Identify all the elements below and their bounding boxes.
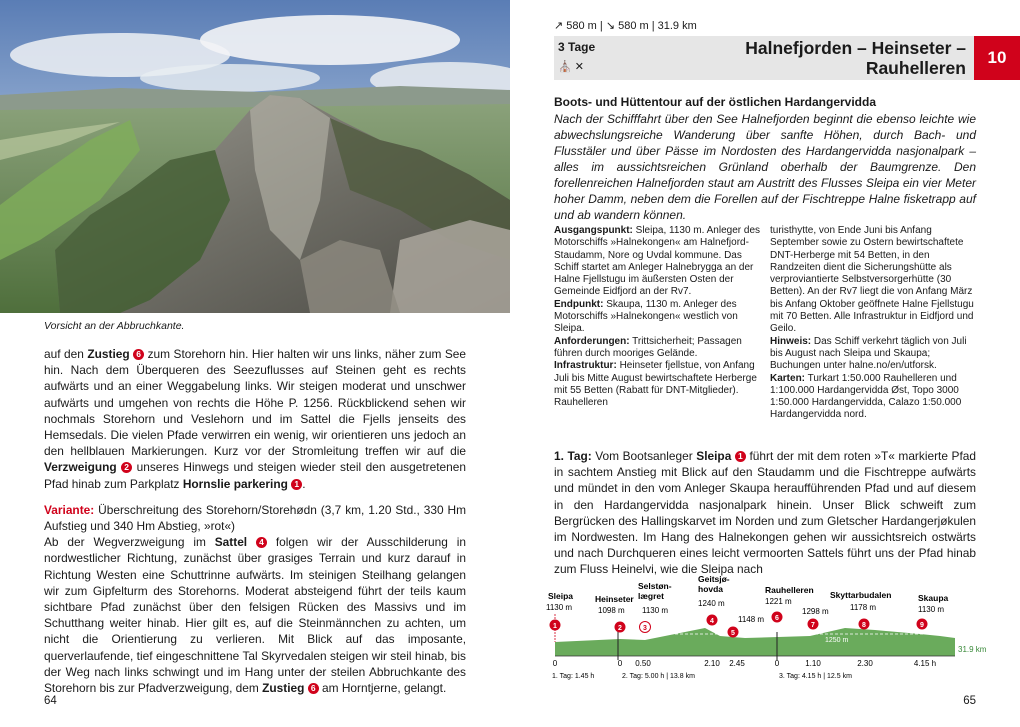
info-text: Skaupa, 1130 m. Anleger des Motorschiffs »Halnekongen« westlich von Sleipa. (554, 298, 738, 335)
km-tick: 2.10 (704, 659, 720, 668)
title-bar (554, 36, 974, 80)
info-item (770, 225, 976, 336)
waypoint-number: 4 (710, 618, 714, 625)
info-label: Hinweis: (770, 335, 812, 347)
tour-intro: Nach der Schifffahrt über den See Halnefjorden beginnt die ebenso leichte wie abwechslungsreiche Wanderung über sanfte Höhen, durch Bach- und Flusstäler und über Pässe im Nordosten des Hardangervidda nasjonalpark – alles im aussichtsreichen Grünland oberhalb der Baumgrenze. Den forellenreichen Halnefjorden staut am Austritt des Flusses Sleipa ein vier Meter hoher Damm, neben dem die Forellen auf der Fischtreppe Halne fisketrapp auf und ab wandern können. (554, 112, 976, 222)
waypoint-marker: 1 (291, 479, 302, 490)
duration-label: 3 Tage (558, 40, 596, 54)
info-text: Heinseter fjellstue, von Anfang Juli bis Mitte August bewirtschaftete Herberge mit 55 Betten (Rabatt für DNT-Mitglieder). Rauhelleren (554, 360, 757, 409)
info-label: Karten: (770, 372, 806, 384)
info-column-right (770, 225, 976, 422)
waypoint-marker: 2 (121, 462, 132, 473)
right-page (510, 0, 1020, 727)
km-tick: 2.30 (857, 659, 873, 668)
waypoint-label: Zustieg (262, 681, 305, 696)
text: zum Storehorn hin. Hier halten wir uns links, näher zum See hin. Nach dem Überqueren des Seezuflusses auf Steinen geht es rechts aufwärts und an einer Weggabelung links. Wir steigen moderat und unschwer aufwärts und umgehen von rechts die Höhe P. 1256. Rückblickend sehen wir nochmals Storehorn und Veslehorn und im Sattel die Fjells jenseits des Hemsedals. Die vielen Pfade verwirren ein wenig, wir orientieren uns jedoch an den hellblauen Markierungen. Kurz vor der Stromleitung treffen wir auf die (44, 347, 467, 459)
waypoint-name: Skaupa (918, 593, 949, 603)
waypoint-3 (638, 581, 674, 633)
waypoint-4 (698, 574, 732, 626)
info-item (554, 336, 760, 361)
info-text: Turkart 1:50.000 Rauhelleren und 1:100.000 Hardangervidda Øst, Topo 3000 1:50.000 Hardangervidda, Calazo 1:50.000 Hardangervidda nord. (770, 372, 962, 421)
waypoint-name: Skyttarbudalen (830, 590, 892, 600)
total-distance: 31.9 km (958, 645, 987, 654)
waypoint-altitude: 1178 m (850, 603, 877, 612)
waypoint-altitude: 1148 m (738, 615, 765, 624)
profile-area (555, 628, 955, 656)
tour-description (554, 448, 976, 578)
km-tick: 0.50 (635, 659, 651, 668)
km-tick: 1.10 (805, 659, 821, 668)
waypoint-marker: 6 (308, 683, 319, 694)
title-line: Rauhelleren (865, 58, 966, 78)
day-labels (552, 673, 852, 680)
waypoint-label: Sattel (214, 535, 248, 550)
left-body-text (44, 346, 466, 696)
waypoint-8 (830, 590, 891, 630)
cliff-landscape-image (0, 0, 510, 313)
waypoint-9 (917, 593, 949, 630)
waypoint-number: 8 (862, 622, 866, 629)
km-tick: 0 (774, 659, 780, 668)
info-text: turisthytte, von Ende Juni bis Anfang September sowie zu Ostern bewirtschaftete DNT-Herberge mit 54 Betten, in den Randzeiten dient die Sicherungshütte als verproviantierte Selbstversorgerhütte (30 Betten). An der Rv7 liegt die von Anfang März bis Anfang Oktober geöffnete Halne Fjellstugu mit 70 Betten. Alle Infrastruktur in Eidfjord und Geilo. (770, 225, 974, 335)
km-ticks (553, 659, 936, 668)
paragraph (44, 346, 466, 492)
waypoint-name (638, 581, 674, 601)
day-label: 1. Tag: 1.45 h (552, 673, 595, 680)
page-number: 65 (963, 695, 976, 707)
waypoint-altitude: 1130 m (918, 605, 945, 614)
text: führt der mit dem roten »T« markierte Pfad in sachtem Anstieg mit Blick auf den Staudamm und die Fischtreppe aufwärts und mündet in den vom Anleger Skaupa heraufführenden Pfad und auf diesem in den Hardangervidda nasjonalpark hinein. Unser Blick schweift zum Bergrücken des Hallingskarvet im Norden und zum Gletscher Hardangerjøkulen im Nordwesten. Im Hang des Halnekongen gehen wir aussichtsreich ostwärts und nach Durchqueren eines leicht vermoorten Sattels führt uns der Pfad hinab zum Fluss Heinelvi, wie die Sleipa nach (554, 449, 977, 577)
title-line: Halnefjorden – Heinseter – (745, 38, 966, 58)
waypoint-name: Sleipa (548, 591, 574, 601)
variant-label: Variante: (44, 502, 95, 517)
tour-title (745, 38, 966, 78)
waypoint-name-text: Selstøn- (638, 581, 672, 591)
waypoint-number: 7 (811, 622, 815, 629)
info-item (554, 225, 760, 299)
day-label: 1. Tag: (554, 449, 592, 463)
waypoint-label: Hornslie parkering (182, 476, 288, 491)
waypoint-altitude: 1240 m (698, 599, 725, 608)
waypoint-name (698, 574, 732, 594)
waypoint-label: Sleipa (696, 449, 732, 463)
waypoint-marker: 6 (133, 349, 144, 360)
tour-subtitle: Boots- und Hüttentour auf der östlichen Hardangervidda (554, 95, 877, 109)
text: Ab der Wegverzweigung im (44, 535, 215, 550)
elevation-profile (540, 570, 990, 690)
info-label: Anforderungen: (554, 335, 630, 347)
waypoint-altitude: 1298 m (802, 607, 829, 616)
hut-and-food-icon: ⛪ ✕ (558, 61, 584, 73)
waypoint-altitude: 1130 m (546, 603, 573, 612)
text: unseres Hinwegs und steigen wieder steil den ausgetretenen Pfad hinab zum Parkplatz (44, 460, 466, 491)
mountain-photo (0, 0, 510, 313)
text: folgen wir der Ausschilderung in nordwestlicher Richtung, zunächst über grasiges Terrain und kurz darauf in Richtung Westen eine Schuttrinne aufwärts. Im steinigen Steilhang gelangen wir zum Gipfelturm des Storehorns. Moderat absteigend führt der teils kaum sichtbare Pfad zunächst über den felsigen Rücken des Massivs und im Schutthang weiter hinab. Hier gilt es, auf die Steinmännchen zu achten, um nicht die Orientierung zu verlieren. Mit Blick auf das imposante, querverlaufende, tief eingeschnittene Tal Skyrvedalen steigen wir steil hinab, bis der Weg nach links schwingt und im Hang unter der steilen Abbruchkante des Storehorn bis zur Pfadverzweigung, dem (44, 535, 466, 696)
km-tick: 4.15 h (913, 659, 937, 668)
paragraph (554, 448, 976, 578)
page-number: 64 (44, 695, 57, 707)
waypoint-altitude: 1221 m (765, 597, 792, 606)
info-text: Sleipa, 1130 m. Anleger des Motorschiffs »Halnekongen« am Halnefjord-Staudamm, Nore og Uvdal kommune. Das Schiff startet am Anleger Halnebrygga an der Halne Fjellstugu im äußersten Osten der Gemeinde Eidfjord an der Rv7. (554, 225, 761, 298)
waypoint-name: Rauhelleren (765, 585, 814, 595)
text: Überschreitung des Storehorn/Storehødn (3,7 km, 1.20 Std., 330 Hm Aufstieg und 340 Hm Abstieg, »rot«) (44, 502, 466, 534)
info-label: Infrastruktur: (554, 360, 617, 372)
photo-caption: Vorsicht an der Abbruchkante. (44, 320, 185, 332)
variant-paragraph (44, 502, 466, 696)
info-item (554, 360, 760, 409)
day-label: 3. Tag: 4.15 h | 12.5 km (779, 673, 852, 680)
waypoint-6 (765, 585, 814, 623)
km-tick: 0 (617, 659, 623, 668)
waypoint-name: Heinseter (595, 594, 634, 604)
text: am Horntjerne, gelangt. (318, 681, 447, 696)
waypoint-number: 2 (618, 625, 622, 632)
info-text: Das Schiff verkehrt täglich von Juli bis August nach Sleipa und Skaupa; Buchungen unter halne.no/en/utforsk. (770, 335, 967, 372)
waypoint-label: Zustieg (87, 347, 130, 361)
text: Vom Bootsanleger (591, 449, 697, 463)
waypoint-name-text: hovda (698, 584, 724, 594)
waypoint-marker: 1 (735, 451, 746, 462)
info-label: Ausgangspunkt: (554, 225, 633, 236)
waypoint-altitude: 1130 m (642, 606, 669, 615)
waypoint-number: 1 (553, 623, 557, 630)
info-column-left (554, 225, 760, 409)
waypoint-1 (546, 591, 573, 642)
waypoint-name-text: Geitsjø- (698, 574, 730, 584)
waypoint-altitude: 1098 m (598, 606, 625, 615)
waypoint-2 (595, 594, 634, 633)
waypoint-number: 6 (775, 615, 779, 622)
km-tick: 2.45 (729, 659, 745, 668)
waypoint-marker: 4 (256, 537, 267, 548)
waypoint-number: 3 (643, 625, 647, 632)
waypoint-label: Verzweigung (44, 460, 117, 475)
info-label: Endpunkt: (554, 298, 604, 310)
tour-number-badge: 10 (974, 36, 1020, 80)
waypoint-number: 5 (731, 630, 735, 637)
km-tick: 0 (552, 659, 558, 668)
day-label: 2. Tag: 5.00 h | 13.8 km (622, 673, 695, 680)
text: auf den (44, 347, 88, 361)
level-label: 1250 m (825, 637, 849, 644)
info-item (770, 336, 976, 373)
info-item (554, 299, 760, 336)
info-text: Trittsicherheit; Passagen führen durch mooriges Gelände. (554, 335, 742, 359)
waypoint-7 (802, 607, 829, 630)
waypoint-number: 9 (920, 622, 924, 629)
text: . (302, 476, 306, 491)
waypoint-name-text: lægret (638, 591, 664, 601)
info-item (770, 373, 976, 422)
tour-stats: ↗ 580 m | ↘ 580 m | 31.9 km (554, 20, 697, 32)
